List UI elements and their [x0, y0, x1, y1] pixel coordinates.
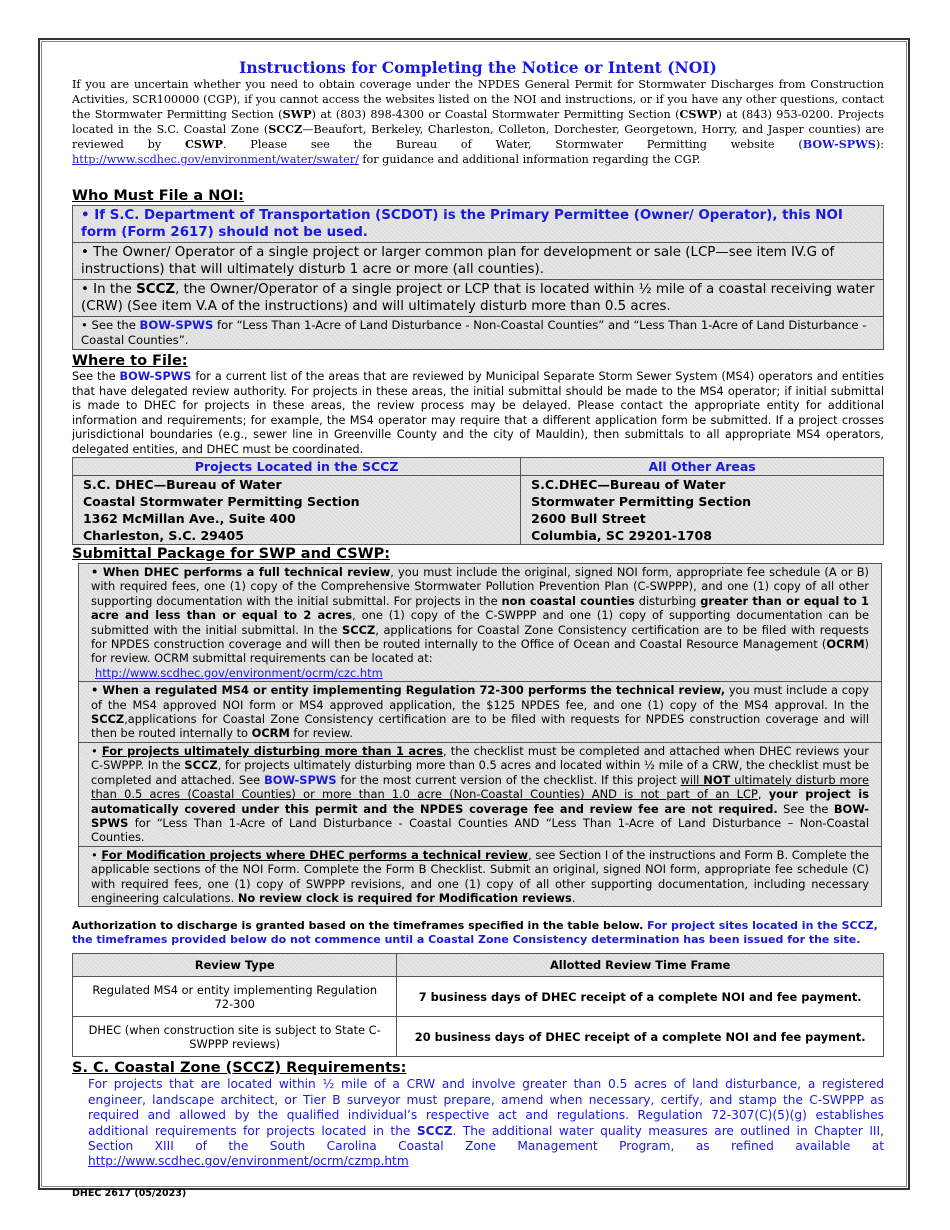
submittal-item-ms4-review: • When a regulated MS4 or entity implementing Regulation 72-300 performs the technical review, you must include a copy of the MS4 approved NOI form or MS4 approved application, the $125 NPDES fee, and one (1) copy of the MS4 approval. In the SCCZ,applications for Coastal Zone Consistency certification are to be filed with requests for NPDES construction coverage and will then be routed internally to OCRM for review. — [78, 681, 882, 742]
review-type-cell: DHEC (when construction site is subject to State C-SWPPP reviews) — [73, 1017, 397, 1057]
czc-link[interactable]: http://www.scdhec.gov/environment/ocrm/czc.htm — [95, 665, 383, 680]
czmp-link[interactable]: http://www.scdhec.gov/environment/ocrm/czmp.htm — [88, 1154, 409, 1169]
intro-paragraph: If you are uncertain whether you need to obtain coverage under the NPDES General Permit for Stormwater Discharges from Construction Activities, SCR100000 (CGP), if you cannot access the websites listed on the NOI and instructions, or if you have any other questions, contact the Stormwater Permitting Section (SWP) at (803) 898-4300 or Coastal Stormwater Permitting Section (CSWP) at (843) 953-0200. Projects located in the S.C. Coastal Zone (SCCZ—Beaufort, Berkeley, Charleston, Colleton, Dorchester, Georgetown, Horry, and Jasper counties) are reviewed by CSWP. Please see the Bureau of Water, Stormwater Permitting website (BOW-SPWS): http://www.scdhec.gov/environment/water/swater/ for guidance and additional information regarding the CGP. — [72, 78, 885, 166]
other-address-line: 2600 Bull Street — [521, 510, 884, 527]
who-item-sccz: • In the SCCZ, the Owner/Operator of a single project or LCP that is located within ½ mile of a coastal receiving water (CRW) (See item V.A of the instructions) and will ultimately disturb more than 0.5 acres. — [72, 279, 884, 316]
other-address-line: Stormwater Permitting Section — [521, 493, 884, 510]
review-type-cell: Regulated MS4 or entity implementing Regulation 72-300 — [73, 977, 397, 1017]
where-paragraph: See the BOW-SPWS for a current list of the areas that are reviewed by Municipal Separate Storm Sewer System (MS4) operators and entities that have delegated review authority. For projects in these areas, the initial submittal should be made to the MS4 operator; if initial submittal is made to DHEC for projects in these areas, the review process may be delayed. Please contact the appropriate entity for additional information and requirements; for example, the MS4 operator may require that a different application form be submitted. If a project crosses jurisdictional boundaries (e.g., sewer line in Greenville County and the city of Mauldin), then submittals to all appropriate MS4 operators, delegated entities, and DHEC must be coordinated. — [72, 370, 884, 456]
document-content — [72, 56, 884, 1199]
timeframe-header: Allotted Review Time Frame — [397, 954, 884, 977]
review-type-header: Review Type — [73, 954, 397, 977]
swater-link[interactable]: http://www.scdhec.gov/environment/water/swater/ — [72, 153, 359, 166]
sccz-address-line: Coastal Stormwater Permitting Section — [73, 493, 521, 510]
other-address-line: S.C.DHEC—Bureau of Water — [521, 476, 884, 494]
who-heading: Who Must File a NOI: — [72, 188, 244, 204]
timeframe-cell: 7 business days of DHEC receipt of a complete NOI and fee payment. — [397, 977, 884, 1017]
who-item-scdot: • If S.C. Department of Transportation (SCDOT) is the Primary Permittee (Owner/ Operator), this NOI form (Form 2617) should not be used. — [72, 205, 884, 242]
submittal-heading: Submittal Package for SWP and CSWP: — [72, 546, 391, 562]
sccz-address-line: 1362 McMillan Ave., Suite 400 — [73, 510, 521, 527]
who-item-less-than-acre: • See the BOW-SPWS for “Less Than 1-Acre of Land Disturbance - Non-Coastal Counties” and “Less Than 1-Acre of Land Disturbance - Coastal Counties”. — [72, 316, 884, 350]
page-title: Instructions for Completing the Notice or Intent (NOI) — [239, 58, 717, 77]
authorization-note: Authorization to discharge is granted based on the timeframes specified in the table below. For project sites located in the SCCZ, the timeframes provided below do not commence until a Coastal Zone Consistency determination has been issued for the site. — [72, 919, 878, 947]
where-to-file-table — [72, 457, 884, 545]
submittal-list — [78, 563, 882, 907]
who-list — [72, 205, 884, 350]
coastal-paragraph: For projects that are located within ½ mile of a CRW and involve greater than 0.5 acres of land disturbance, a registered engineer, landscape architect, or Tier B surveyor must prepare, amend when necessary, certify, and stamp the C-SWPPP as required and allowed by the qualified individual’s respective act and regulations. Regulation 72-307(C)(5)(g) establishes additional requirements for projects located in the SCCZ. The additional water quality measures are outlined in Chapter III, Section XIII of the South Carolina Coastal Zone Management Program, as refined available at http://www.scdhec.gov/environment/ocrm/czmp.htm — [88, 1077, 884, 1169]
sccz-address-line: Charleston, S.C. 29405 — [73, 527, 521, 545]
sccz-column-header: Projects Located in the SCCZ — [73, 458, 521, 476]
where-heading: Where to File: — [72, 353, 188, 369]
submittal-item-checklist: • For projects ultimately disturbing more than 1 acres, the checklist must be completed and attached when DHEC reviews your C-SWPPP. In the SCCZ, for projects ultimately disturbing more than 0.5 acres and located within ½ mile of a CRW, the checklist must be completed and attached. See BOW-SPWS for the most current version of the checklist. If this project will NOT ultimately disturb more than 0.5 acres (Coastal Counties) or more than 1.0 acre (Non-Coastal Counties) AND is not part of an LCP, your project is automatically covered under this permit and the NPDES coverage fee and review fee are not required. See the BOW-SPWS for “Less Than 1-Acre of Land Disturbance - Coastal Counties AND “Less Than 1-Acre of Land Disturbance – Non-Coastal Counties. — [78, 742, 882, 846]
timeframe-cell: 20 business days of DHEC receipt of a complete NOI and fee payment. — [397, 1017, 884, 1057]
sccz-address-line: S.C. DHEC—Bureau of Water — [73, 476, 521, 494]
submittal-item-modification: • For Modification projects where DHEC performs a technical review, see Section I of the instructions and Form B. Complete the applicable sections of the NOI Form. Complete the Form B Checklist. Submit an original, signed NOI form, appropriate fee schedule (C) with required fees, one (1) copy of SWPPP revisions, and one (1) copy of all other supporting documentation, including necessary engineering calculations. No review clock is required for Modification reviews. — [78, 846, 882, 908]
review-timeframe-table — [72, 953, 884, 1057]
other-address-line: Columbia, SC 29201-1708 — [521, 527, 884, 545]
form-number-footer: DHEC 2617 (05/2023) — [72, 1187, 187, 1199]
coastal-heading: S. C. Coastal Zone (SCCZ) Requirements: — [72, 1060, 407, 1077]
who-item-owner: • The Owner/ Operator of a single project or larger common plan for development or sale (LCP—see item IV.G of instructions) that will ultimately disturb 1 acre or more (all counties). — [72, 242, 884, 279]
submittal-item-full-review: • When DHEC performs a full technical review, you must include the original, signed NOI form, appropriate fee schedule (A or B) with required fees, one (1) copy of the Comprehensive Stormwater Pollution Prevention Plan (C-SWPPP), and one (1) copy of all other supporting documentation with the initial submittal. For projects in the non coastal counties disturbing greater than or equal to 1 acre and less than or equal to 2 acres, one (1) copy of the C-SWPPP and one (1) copy of supporting documentation can be submitted with the initial submittal. In the SCCZ, applications for Coastal Zone Consistency certification are to be filed with requests for NPDES construction coverage and will then be routed internally to the Office of Ocean and Coastal Resource Management (OCRM) for review. OCRM submittal requirements can be located at: http://www.scdhec.gov/environment/ocrm/czc.htm — [78, 563, 882, 681]
other-areas-column-header: All Other Areas — [521, 458, 884, 476]
